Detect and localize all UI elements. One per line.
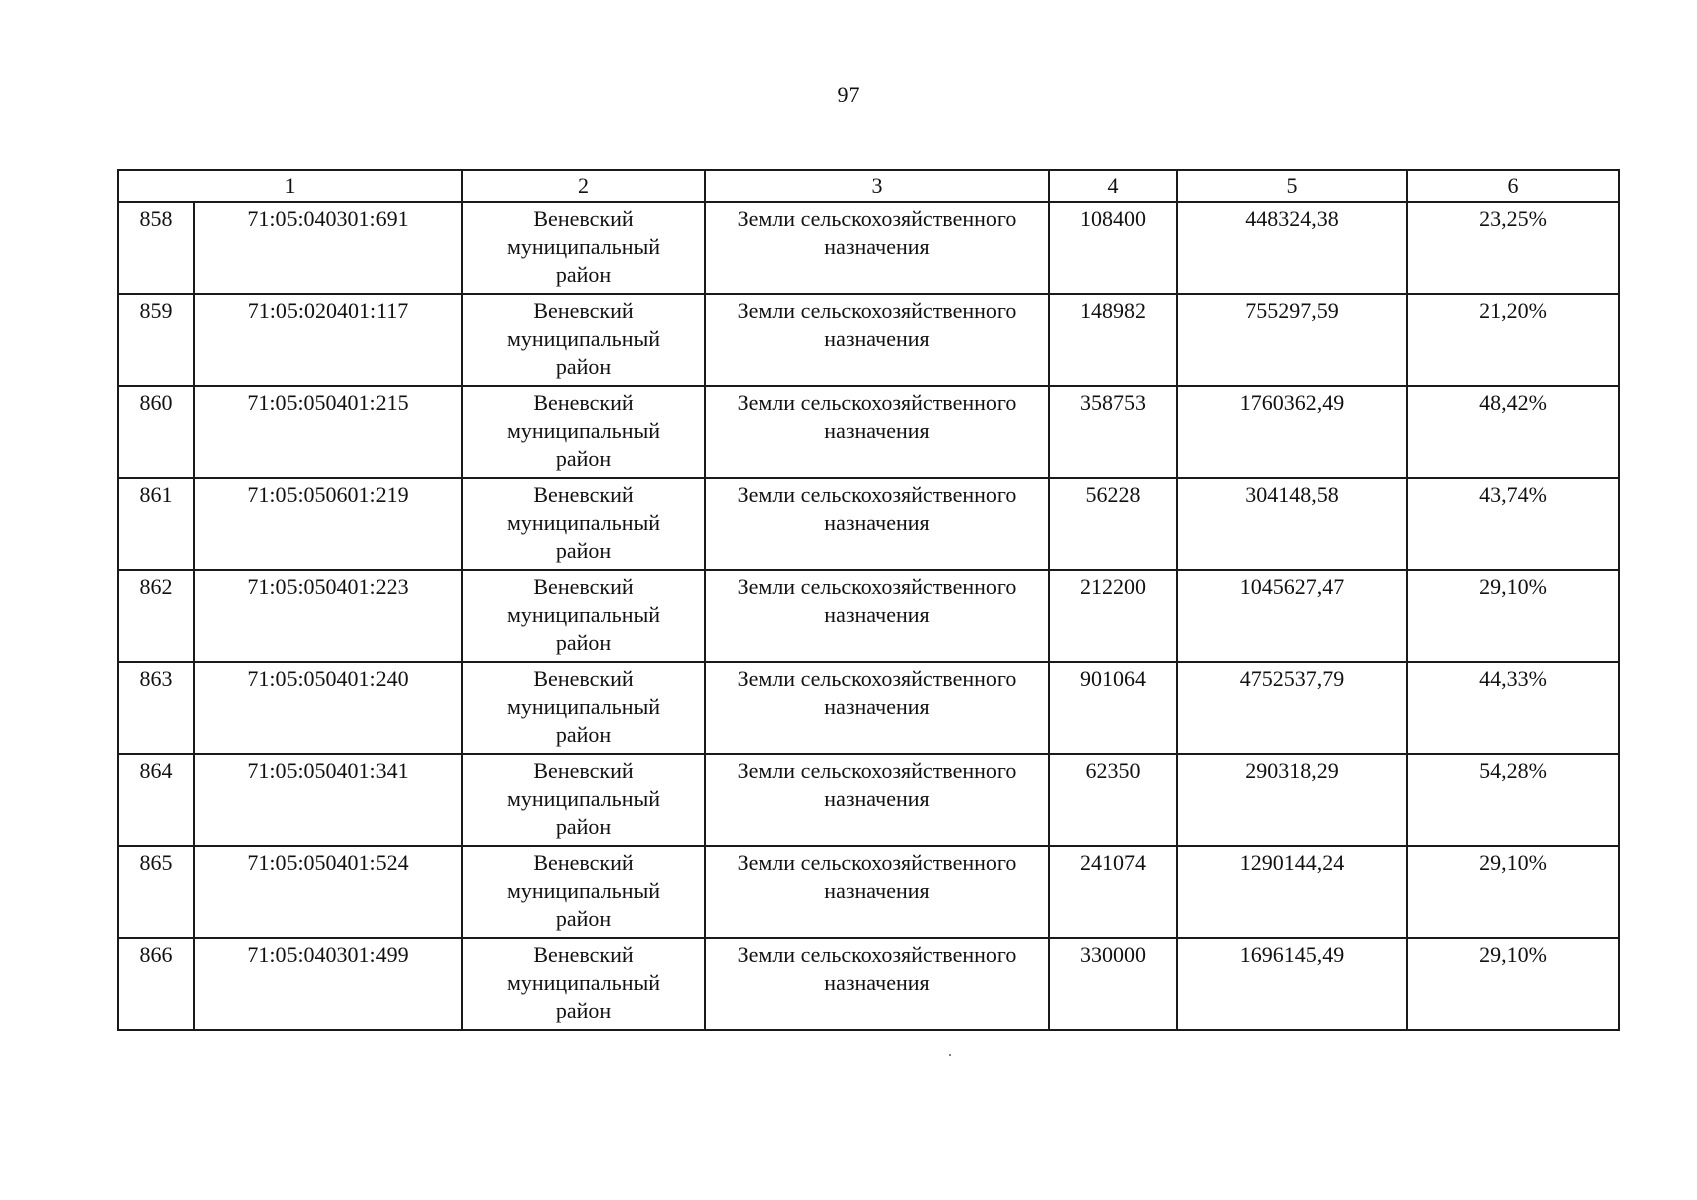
area-cell: 330000 bbox=[1049, 938, 1177, 1030]
district-cell-line: муниципальный bbox=[506, 418, 661, 443]
district-cell-line: Веневский bbox=[533, 758, 634, 783]
district-cell bbox=[462, 846, 705, 938]
district-cell-line: Веневский bbox=[533, 298, 634, 323]
district-cell bbox=[462, 662, 705, 754]
district-cell-line: Веневский bbox=[533, 482, 634, 507]
land-category-cell bbox=[705, 662, 1049, 754]
district-cell-line: муниципальный bbox=[506, 878, 661, 903]
district-cell bbox=[462, 754, 705, 846]
area-cell: 358753 bbox=[1049, 386, 1177, 478]
district-cell-line: муниципальный bbox=[506, 234, 661, 259]
cadastral-value-cell: 755297,59 bbox=[1177, 294, 1407, 386]
percent-cell: 29,10% bbox=[1407, 846, 1619, 938]
land-category-cell bbox=[705, 938, 1049, 1030]
page-number: 97 bbox=[837, 82, 860, 107]
land-category-cell bbox=[705, 754, 1049, 846]
land-category-cell-line: Земли сельскохозяйственного bbox=[737, 206, 1017, 231]
area-cell: 108400 bbox=[1049, 202, 1177, 294]
land-category-cell-line: Земли сельскохозяйственного bbox=[737, 758, 1017, 783]
row-number-cell: 864 bbox=[118, 754, 194, 846]
district-cell-line: Веневский bbox=[533, 206, 634, 231]
district-cell-line: район bbox=[555, 906, 612, 931]
area-cell: 241074 bbox=[1049, 846, 1177, 938]
percent-cell: 29,10% bbox=[1407, 570, 1619, 662]
table-body bbox=[118, 170, 1619, 1030]
percent-cell: 23,25% bbox=[1407, 202, 1619, 294]
district-cell-line: Веневский bbox=[533, 666, 634, 691]
row-number-cell: 860 bbox=[118, 386, 194, 478]
land-category-cell-line: назначения bbox=[824, 878, 930, 903]
land-category-cell-line: назначения bbox=[824, 510, 930, 535]
land-category-cell-line: Земли сельскохозяйственного bbox=[737, 390, 1017, 415]
area-cell: 56228 bbox=[1049, 478, 1177, 570]
table-row bbox=[118, 938, 1619, 1030]
scan-speck bbox=[949, 1054, 951, 1056]
district-cell-line: муниципальный bbox=[506, 510, 661, 535]
cadastral-number-cell: 71:05:050401:215 bbox=[194, 386, 462, 478]
cadastral-number-cell: 71:05:050401:240 bbox=[194, 662, 462, 754]
percent-cell: 44,33% bbox=[1407, 662, 1619, 754]
land-category-cell-line: назначения bbox=[824, 786, 930, 811]
land-category-cell bbox=[705, 294, 1049, 386]
district-cell-line: муниципальный bbox=[506, 970, 661, 995]
header-cell-2: 2 bbox=[462, 170, 705, 202]
cadastral-value-cell: 1290144,24 bbox=[1177, 846, 1407, 938]
table-row bbox=[118, 478, 1619, 570]
cadastral-number-cell: 71:05:040301:499 bbox=[194, 938, 462, 1030]
row-number-cell: 862 bbox=[118, 570, 194, 662]
percent-cell: 21,20% bbox=[1407, 294, 1619, 386]
district-cell-line: Веневский bbox=[533, 850, 634, 875]
table-row bbox=[118, 202, 1619, 294]
table-row bbox=[118, 846, 1619, 938]
area-cell: 901064 bbox=[1049, 662, 1177, 754]
area-cell: 148982 bbox=[1049, 294, 1177, 386]
cadastral-value-cell: 1696145,49 bbox=[1177, 938, 1407, 1030]
district-cell-line: район bbox=[555, 262, 612, 287]
land-category-cell-line: Земли сельскохозяйственного bbox=[737, 850, 1017, 875]
cadastral-value-cell: 1760362,49 bbox=[1177, 386, 1407, 478]
area-cell: 62350 bbox=[1049, 754, 1177, 846]
row-number-cell: 866 bbox=[118, 938, 194, 1030]
percent-cell: 29,10% bbox=[1407, 938, 1619, 1030]
cadastral-value-cell: 448324,38 bbox=[1177, 202, 1407, 294]
header-cell-1: 1 bbox=[118, 170, 462, 202]
land-category-cell-line: назначения bbox=[824, 326, 930, 351]
district-cell-line: район bbox=[555, 538, 612, 563]
percent-cell: 43,74% bbox=[1407, 478, 1619, 570]
land-category-cell bbox=[705, 478, 1049, 570]
land-category-cell bbox=[705, 386, 1049, 478]
district-cell-line: район bbox=[555, 354, 612, 379]
district-cell-line: муниципальный bbox=[506, 786, 661, 811]
header-cell-6: 6 bbox=[1407, 170, 1619, 202]
land-category-cell-line: назначения bbox=[824, 694, 930, 719]
district-cell-line: Веневский bbox=[533, 942, 634, 967]
district-cell bbox=[462, 386, 705, 478]
district-cell-line: район bbox=[555, 446, 612, 471]
district-cell-line: муниципальный bbox=[506, 602, 661, 627]
table-row bbox=[118, 570, 1619, 662]
land-category-cell-line: Земли сельскохозяйственного bbox=[737, 298, 1017, 323]
land-category-cell-line: Земли сельскохозяйственного bbox=[737, 574, 1017, 599]
land-category-cell-line: назначения bbox=[824, 418, 930, 443]
district-cell-line: Веневский bbox=[533, 390, 634, 415]
district-cell bbox=[462, 478, 705, 570]
cadastral-number-cell: 71:05:040301:691 bbox=[194, 202, 462, 294]
table-row bbox=[118, 386, 1619, 478]
district-cell-line: Веневский bbox=[533, 574, 634, 599]
land-category-cell-line: назначения bbox=[824, 602, 930, 627]
cadastral-number-cell: 71:05:050401:341 bbox=[194, 754, 462, 846]
district-cell-line: муниципальный bbox=[506, 326, 661, 351]
district-cell-line: район bbox=[555, 814, 612, 839]
cadastral-value-cell: 1045627,47 bbox=[1177, 570, 1407, 662]
district-cell-line: район bbox=[555, 722, 612, 747]
land-category-cell bbox=[705, 570, 1049, 662]
land-category-cell bbox=[705, 202, 1049, 294]
district-cell bbox=[462, 938, 705, 1030]
district-cell-line: муниципальный bbox=[506, 694, 661, 719]
header-cell-4: 4 bbox=[1049, 170, 1177, 202]
district-cell bbox=[462, 202, 705, 294]
cadastral-value-cell: 290318,29 bbox=[1177, 754, 1407, 846]
header-cell-5: 5 bbox=[1177, 170, 1407, 202]
row-number-cell: 861 bbox=[118, 478, 194, 570]
land-category-cell-line: Земли сельскохозяйственного bbox=[737, 666, 1017, 691]
cadastral-number-cell: 71:05:020401:117 bbox=[194, 294, 462, 386]
land-category-cell-line: назначения bbox=[824, 970, 930, 995]
table-row bbox=[118, 662, 1619, 754]
table-row bbox=[118, 294, 1619, 386]
table-row bbox=[118, 754, 1619, 846]
cadastral-number-cell: 71:05:050401:223 bbox=[194, 570, 462, 662]
cadastral-value-cell: 4752537,79 bbox=[1177, 662, 1407, 754]
percent-cell: 54,28% bbox=[1407, 754, 1619, 846]
district-cell-line: район bbox=[555, 630, 612, 655]
district-cell bbox=[462, 294, 705, 386]
row-number-cell: 865 bbox=[118, 846, 194, 938]
cadastral-value-cell: 304148,58 bbox=[1177, 478, 1407, 570]
district-cell bbox=[462, 570, 705, 662]
percent-cell: 48,42% bbox=[1407, 386, 1619, 478]
area-cell: 212200 bbox=[1049, 570, 1177, 662]
district-cell-line: район bbox=[555, 998, 612, 1023]
row-number-cell: 859 bbox=[118, 294, 194, 386]
land-category-cell-line: Земли сельскохозяйственного bbox=[737, 482, 1017, 507]
cadastral-number-cell: 71:05:050401:524 bbox=[194, 846, 462, 938]
row-number-cell: 863 bbox=[118, 662, 194, 754]
land-category-cell-line: Земли сельскохозяйственного bbox=[737, 942, 1017, 967]
land-plot-table bbox=[117, 169, 1620, 1031]
row-number-cell: 858 bbox=[118, 202, 194, 294]
cadastral-number-cell: 71:05:050601:219 bbox=[194, 478, 462, 570]
header-cell-3: 3 bbox=[705, 170, 1049, 202]
land-category-cell-line: назначения bbox=[824, 234, 930, 259]
table-header-row bbox=[118, 170, 1619, 202]
land-category-cell bbox=[705, 846, 1049, 938]
